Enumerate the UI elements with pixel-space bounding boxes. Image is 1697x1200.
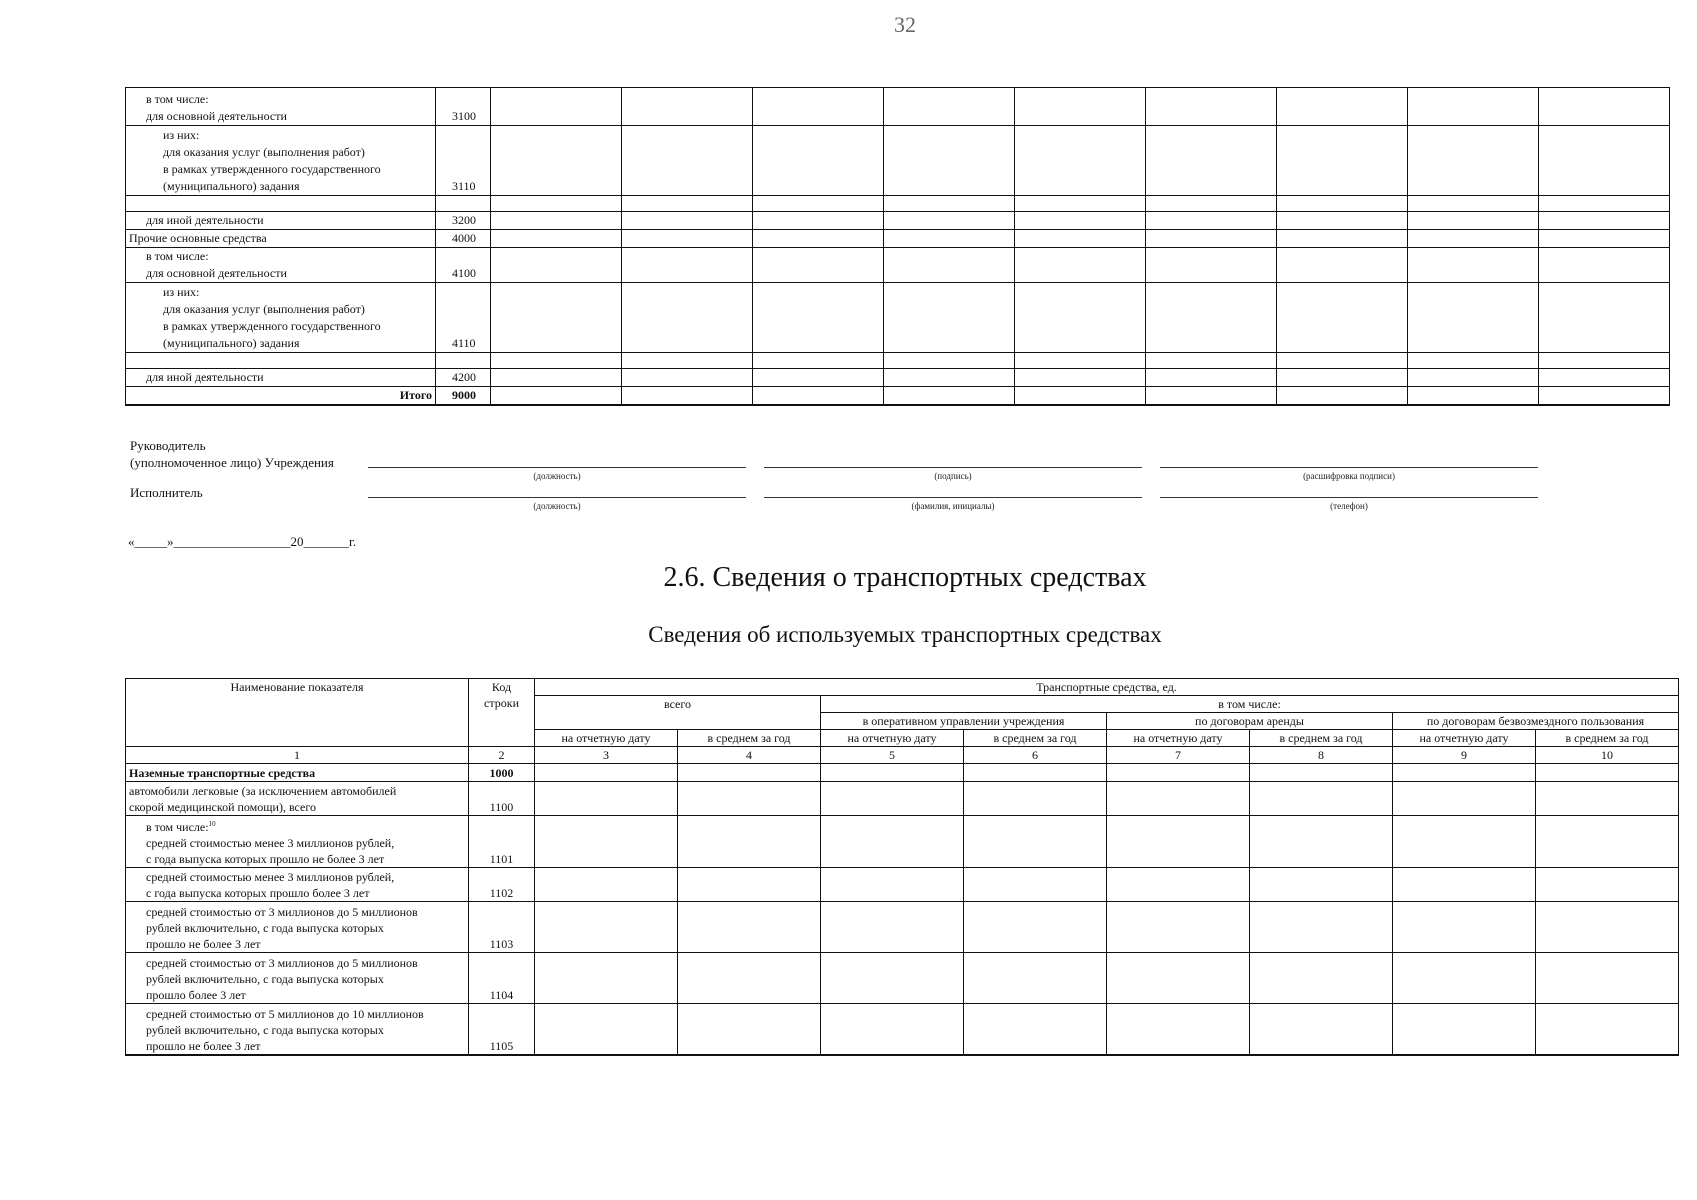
value-cell[interactable] xyxy=(491,387,622,406)
value-cell[interactable] xyxy=(1536,764,1679,782)
row-code xyxy=(436,196,491,212)
value-cell[interactable] xyxy=(1408,353,1539,369)
value-cell[interactable] xyxy=(884,248,1015,283)
value-cell[interactable] xyxy=(1107,764,1250,782)
value-cell[interactable] xyxy=(884,196,1015,212)
header-name: Наименование показателя xyxy=(126,679,469,747)
value-cell[interactable] xyxy=(1250,782,1393,816)
head-signature-line[interactable] xyxy=(764,467,1142,468)
date-line[interactable]: «_____»__________________20_______г. xyxy=(128,534,357,549)
table-row xyxy=(126,196,1670,212)
header-avg-year: в среднем за год xyxy=(964,730,1107,747)
table-row xyxy=(126,764,1679,782)
value-cell[interactable] xyxy=(1393,1004,1536,1055)
value-cell[interactable] xyxy=(1408,283,1539,353)
row-code: 3100 xyxy=(436,88,491,126)
section-title: 2.6. Сведения о транспортных средствах xyxy=(663,562,1147,593)
value-cell[interactable] xyxy=(1146,387,1277,406)
value-cell[interactable] xyxy=(1408,387,1539,406)
value-cell[interactable] xyxy=(622,126,753,196)
value-cell[interactable] xyxy=(678,1004,821,1055)
row-label: автомобили легковые (за исключением автомобилей скорой медицинской помощи), всего xyxy=(126,782,469,816)
column-number: 8 xyxy=(1250,747,1393,764)
value-cell[interactable] xyxy=(1146,88,1277,126)
value-cell[interactable] xyxy=(1277,353,1408,369)
table-row xyxy=(126,126,1670,196)
value-cell[interactable] xyxy=(622,88,753,126)
value-cell[interactable] xyxy=(622,369,753,387)
value-cell[interactable] xyxy=(884,353,1015,369)
value-cell[interactable] xyxy=(1015,369,1146,387)
value-cell[interactable] xyxy=(1536,868,1679,902)
header-including: в том числе: xyxy=(821,696,1679,713)
value-cell[interactable] xyxy=(678,764,821,782)
executor-phone-line[interactable] xyxy=(1160,497,1538,498)
row-code: 4000 xyxy=(436,230,491,248)
value-cell[interactable] xyxy=(1539,212,1670,230)
value-cell[interactable] xyxy=(1250,953,1393,1004)
value-cell[interactable] xyxy=(1015,196,1146,212)
value-cell[interactable] xyxy=(1250,816,1393,868)
row-label: в том числе: для основной деятельности xyxy=(126,88,436,126)
row-label xyxy=(126,353,436,369)
row-label xyxy=(126,816,469,868)
value-cell[interactable] xyxy=(1393,902,1536,953)
header-at-date: на отчетную дату xyxy=(1393,730,1536,747)
value-cell[interactable] xyxy=(535,764,678,782)
value-cell[interactable] xyxy=(821,782,964,816)
value-cell[interactable] xyxy=(1107,782,1250,816)
table-row xyxy=(126,230,1670,248)
header-code: Код строки xyxy=(469,679,535,747)
value-cell[interactable] xyxy=(491,369,622,387)
value-cell[interactable] xyxy=(1146,283,1277,353)
value-cell[interactable] xyxy=(1393,782,1536,816)
row-label: из них: для оказания услуг (выполнения работ) в рамках утвержденного государственного (муниципального) задания xyxy=(126,126,436,196)
value-cell[interactable] xyxy=(1250,1004,1393,1055)
value-cell[interactable] xyxy=(622,283,753,353)
column-number: 4 xyxy=(678,747,821,764)
row-label-text: средней стоимостью менее 3 миллионов рублей, с года выпуска которых прошло не более 3 лет xyxy=(146,836,395,866)
head-label: Руководитель xyxy=(130,438,206,453)
header-at-date: на отчетную дату xyxy=(535,730,678,747)
table-row xyxy=(126,88,1670,126)
value-cell[interactable] xyxy=(964,782,1107,816)
caption-position: (должность) xyxy=(533,471,581,481)
executor-label: Исполнитель xyxy=(130,485,203,500)
row-label: из них: для оказания услуг (выполнения работ) в рамках утвержденного государственного (муниципального) задания xyxy=(126,283,436,353)
value-cell[interactable] xyxy=(1393,953,1536,1004)
value-cell[interactable] xyxy=(753,126,884,196)
row-code: 3200 xyxy=(436,212,491,230)
value-cell[interactable] xyxy=(491,283,622,353)
table-row xyxy=(126,248,1670,283)
value-cell[interactable] xyxy=(1146,248,1277,283)
value-cell[interactable] xyxy=(491,230,622,248)
header-avg-year: в среднем за год xyxy=(1536,730,1679,747)
row-label: средней стоимостью от 3 миллионов до 5 миллионов рублей включительно, с года выпуска которых прошло более 3 лет xyxy=(126,953,469,1004)
header-at-date: на отчетную дату xyxy=(1107,730,1250,747)
value-cell[interactable] xyxy=(491,196,622,212)
row-code: 4200 xyxy=(436,369,491,387)
value-cell[interactable] xyxy=(491,88,622,126)
value-cell[interactable] xyxy=(1539,248,1670,283)
column-number: 10 xyxy=(1536,747,1679,764)
value-cell[interactable] xyxy=(1536,902,1679,953)
value-cell[interactable] xyxy=(821,953,964,1004)
value-cell[interactable] xyxy=(964,868,1107,902)
header-lease: по договорам аренды xyxy=(1107,713,1393,730)
value-cell[interactable] xyxy=(1539,353,1670,369)
value-cell[interactable] xyxy=(964,902,1107,953)
caption-phone: (телефон) xyxy=(1330,501,1368,511)
row-label: Прочие основные средства xyxy=(126,230,436,248)
value-cell[interactable] xyxy=(1250,764,1393,782)
caption-position-2: (должность) xyxy=(533,501,581,511)
value-cell[interactable] xyxy=(535,902,678,953)
executor-fio-line[interactable] xyxy=(764,497,1142,498)
value-cell[interactable] xyxy=(1015,387,1146,406)
row-code: 1100 xyxy=(469,782,535,816)
row-code: 1101 xyxy=(469,816,535,868)
caption-fio: (фамилия, инициалы) xyxy=(911,501,995,511)
value-cell[interactable] xyxy=(1539,369,1670,387)
value-cell[interactable] xyxy=(1277,230,1408,248)
value-cell[interactable] xyxy=(491,248,622,283)
row-label: в том числе: для основной деятельности xyxy=(126,248,436,283)
value-cell[interactable] xyxy=(1408,212,1539,230)
table-row xyxy=(126,953,1679,1004)
value-cell[interactable] xyxy=(535,953,678,1004)
value-cell[interactable] xyxy=(753,353,884,369)
value-cell[interactable] xyxy=(1015,126,1146,196)
head-decode-line[interactable] xyxy=(1160,467,1538,468)
value-cell[interactable] xyxy=(964,953,1107,1004)
value-cell[interactable] xyxy=(678,953,821,1004)
value-cell[interactable] xyxy=(535,816,678,868)
head-position-line[interactable] xyxy=(368,467,746,468)
value-cell[interactable] xyxy=(1536,1004,1679,1055)
value-cell[interactable] xyxy=(1539,196,1670,212)
row-label: для иной деятельности xyxy=(126,212,436,230)
row-code: 4110 xyxy=(436,283,491,353)
value-cell[interactable] xyxy=(1539,88,1670,126)
value-cell[interactable] xyxy=(884,88,1015,126)
fixed-assets-table-continuation xyxy=(125,87,1670,406)
header-avg-year: в среднем за год xyxy=(1250,730,1393,747)
row-code: 1103 xyxy=(469,902,535,953)
value-cell[interactable] xyxy=(1539,387,1670,406)
value-cell[interactable] xyxy=(1393,868,1536,902)
value-cell[interactable] xyxy=(964,816,1107,868)
value-cell[interactable] xyxy=(622,387,753,406)
row-code xyxy=(436,353,491,369)
value-cell[interactable] xyxy=(622,353,753,369)
value-cell[interactable] xyxy=(1277,212,1408,230)
value-cell[interactable] xyxy=(1277,283,1408,353)
value-cell[interactable] xyxy=(884,387,1015,406)
row-code: 1102 xyxy=(469,868,535,902)
value-cell[interactable] xyxy=(964,1004,1107,1055)
value-cell[interactable] xyxy=(753,230,884,248)
value-cell[interactable] xyxy=(1536,953,1679,1004)
value-cell[interactable] xyxy=(1408,88,1539,126)
value-cell[interactable] xyxy=(1536,816,1679,868)
column-number: 5 xyxy=(821,747,964,764)
table-row xyxy=(126,816,1679,868)
subsection-title: Сведения об используемых транспортных средствах xyxy=(648,622,1162,647)
total-row xyxy=(126,387,1670,406)
value-cell[interactable] xyxy=(821,816,964,868)
value-cell[interactable] xyxy=(1408,369,1539,387)
value-cell[interactable] xyxy=(821,902,964,953)
value-cell[interactable] xyxy=(1107,868,1250,902)
value-cell[interactable] xyxy=(1539,230,1670,248)
vehicles-table xyxy=(125,678,1679,1056)
value-cell[interactable] xyxy=(1539,126,1670,196)
value-cell[interactable] xyxy=(884,212,1015,230)
value-cell[interactable] xyxy=(535,782,678,816)
value-cell[interactable] xyxy=(1015,230,1146,248)
value-cell[interactable] xyxy=(678,902,821,953)
value-cell[interactable] xyxy=(1146,126,1277,196)
header-operative: в оперативном управлении учреждения xyxy=(821,713,1107,730)
header-total: всего xyxy=(535,696,821,730)
value-cell[interactable] xyxy=(884,230,1015,248)
column-number: 7 xyxy=(1107,747,1250,764)
value-cell[interactable] xyxy=(1277,126,1408,196)
column-number: 6 xyxy=(964,747,1107,764)
value-cell[interactable] xyxy=(1015,212,1146,230)
table-row xyxy=(126,212,1670,230)
value-cell[interactable] xyxy=(753,369,884,387)
value-cell[interactable] xyxy=(678,868,821,902)
value-cell[interactable] xyxy=(622,248,753,283)
value-cell[interactable] xyxy=(1536,782,1679,816)
row-code: 1000 xyxy=(469,764,535,782)
table-row xyxy=(126,369,1670,387)
value-cell[interactable] xyxy=(678,816,821,868)
value-cell[interactable] xyxy=(1107,902,1250,953)
row-label: средней стоимостью от 5 миллионов до 10 миллионов рублей включительно, с года выпуска которых прошло не более 3 лет xyxy=(126,1004,469,1055)
table-row xyxy=(126,868,1679,902)
total-code: 9000 xyxy=(436,387,491,406)
value-cell[interactable] xyxy=(1250,902,1393,953)
value-cell[interactable] xyxy=(753,88,884,126)
value-cell[interactable] xyxy=(491,126,622,196)
value-cell[interactable] xyxy=(821,1004,964,1055)
value-cell[interactable] xyxy=(1277,369,1408,387)
footnote-mark: 10 xyxy=(208,820,216,828)
value-cell[interactable] xyxy=(535,1004,678,1055)
value-cell[interactable] xyxy=(1408,126,1539,196)
value-cell[interactable] xyxy=(1015,88,1146,126)
value-cell[interactable] xyxy=(491,353,622,369)
row-label: Наземные транспортные средства xyxy=(126,764,469,782)
row-code: 4100 xyxy=(436,248,491,283)
value-cell[interactable] xyxy=(1277,248,1408,283)
value-cell[interactable] xyxy=(1107,1004,1250,1055)
header-avg-year: в среднем за год xyxy=(678,730,821,747)
column-number: 9 xyxy=(1393,747,1536,764)
value-cell[interactable] xyxy=(1146,212,1277,230)
value-cell[interactable] xyxy=(1107,816,1250,868)
column-number: 1 xyxy=(126,747,469,764)
executor-position-line[interactable] xyxy=(368,497,746,498)
value-cell[interactable] xyxy=(821,868,964,902)
value-cell[interactable] xyxy=(535,868,678,902)
value-cell[interactable] xyxy=(753,212,884,230)
value-cell[interactable] xyxy=(622,196,753,212)
value-cell[interactable] xyxy=(622,230,753,248)
value-cell[interactable] xyxy=(1408,230,1539,248)
caption-signature: (подпись) xyxy=(934,471,972,481)
value-cell[interactable] xyxy=(1408,196,1539,212)
value-cell[interactable] xyxy=(1277,88,1408,126)
value-cell[interactable] xyxy=(1408,248,1539,283)
value-cell[interactable] xyxy=(678,782,821,816)
value-cell[interactable] xyxy=(753,248,884,283)
table-row xyxy=(126,1004,1679,1055)
value-cell[interactable] xyxy=(491,212,622,230)
value-cell[interactable] xyxy=(1250,868,1393,902)
table-row xyxy=(126,782,1679,816)
row-label: средней стоимостью менее 3 миллионов рублей, с года выпуска которых прошло более 3 лет xyxy=(126,868,469,902)
row-label: средней стоимостью от 3 миллионов до 5 миллионов рублей включительно, с года выпуска которых прошло не более 3 лет xyxy=(126,902,469,953)
value-cell[interactable] xyxy=(1107,953,1250,1004)
table-row xyxy=(126,902,1679,953)
value-cell[interactable] xyxy=(1539,283,1670,353)
value-cell[interactable] xyxy=(1277,387,1408,406)
value-cell[interactable] xyxy=(884,283,1015,353)
column-number: 2 xyxy=(469,747,535,764)
value-cell[interactable] xyxy=(1146,230,1277,248)
value-cell[interactable] xyxy=(1146,196,1277,212)
value-cell[interactable] xyxy=(1146,369,1277,387)
value-cell[interactable] xyxy=(884,126,1015,196)
value-cell[interactable] xyxy=(1393,764,1536,782)
column-number: 3 xyxy=(535,747,678,764)
header-vehicles: Транспортные средства, ед. xyxy=(535,679,1679,696)
caption-decode: (расшифровка подписи) xyxy=(1303,471,1395,481)
value-cell[interactable] xyxy=(1146,353,1277,369)
value-cell[interactable] xyxy=(1015,283,1146,353)
row-code: 3110 xyxy=(436,126,491,196)
row-label xyxy=(126,196,436,212)
header-free-use: по договорам безвозмездного пользования xyxy=(1393,713,1679,730)
value-cell[interactable] xyxy=(622,212,753,230)
value-cell[interactable] xyxy=(821,764,964,782)
value-cell[interactable] xyxy=(1277,196,1408,212)
row-code: 1105 xyxy=(469,1004,535,1055)
head-label-2: (уполномоченное лицо) Учреждения xyxy=(130,455,334,470)
value-cell[interactable] xyxy=(753,283,884,353)
total-label: Итого xyxy=(126,387,436,406)
row-label-text: в том числе: xyxy=(146,820,209,834)
page-number: 32 xyxy=(894,12,916,37)
value-cell[interactable] xyxy=(1015,248,1146,283)
value-cell[interactable] xyxy=(1393,816,1536,868)
header-at-date: на отчетную дату xyxy=(821,730,964,747)
row-code: 1104 xyxy=(469,953,535,1004)
value-cell[interactable] xyxy=(964,764,1107,782)
value-cell[interactable] xyxy=(1015,353,1146,369)
value-cell[interactable] xyxy=(753,196,884,212)
value-cell[interactable] xyxy=(884,369,1015,387)
table-row xyxy=(126,353,1670,369)
value-cell[interactable] xyxy=(753,387,884,406)
row-label: для иной деятельности xyxy=(126,369,436,387)
table-row xyxy=(126,283,1670,353)
